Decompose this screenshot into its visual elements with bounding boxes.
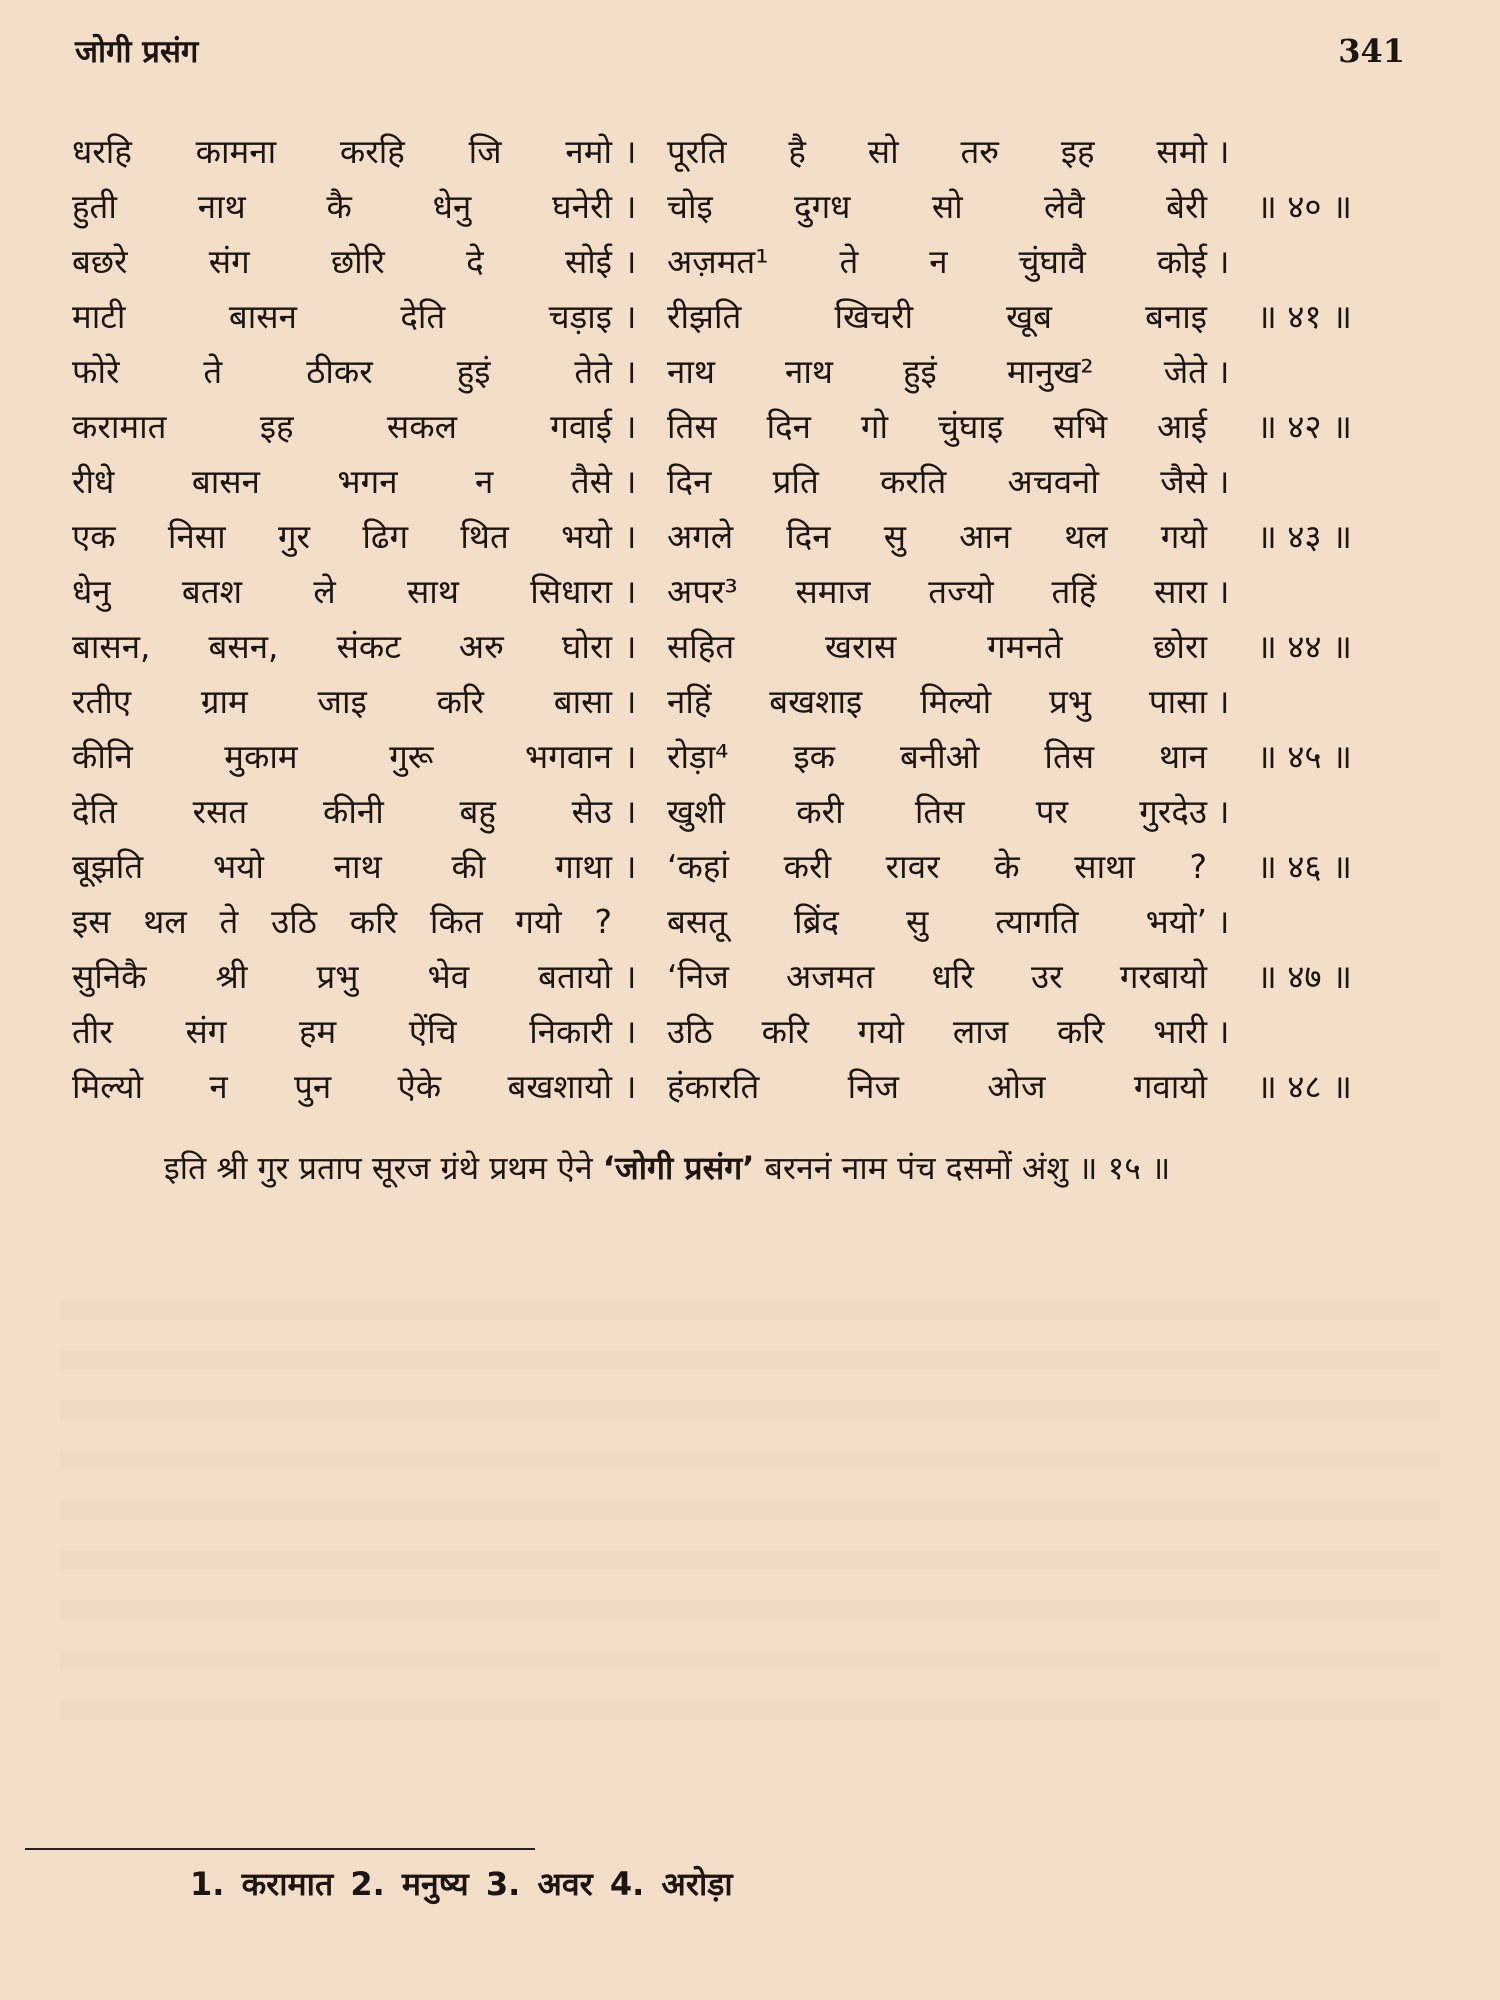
- verse-line: [72, 238, 1392, 293]
- footnote-rule: [25, 1848, 535, 1850]
- verse-half-a: बछरे संग छोरि दे सोई: [72, 242, 612, 281]
- danda-mark: ।: [1217, 352, 1230, 391]
- verse-line: [72, 623, 1392, 678]
- verse-half-b: रीझति खिचरी खूब बनाइ: [667, 297, 1207, 336]
- verse-number: ॥ ४५ ॥: [1257, 737, 1352, 776]
- danda-mark: ।: [1217, 572, 1230, 611]
- verse-half-b: रोड़ा⁴ इक बनीओ तिस थान: [667, 737, 1207, 776]
- verse-half-a: मिल्यो न पुन ऐके बखशायो: [72, 1067, 612, 1106]
- verse-half-b: अज़मत¹ ते न चुंघावै कोई: [667, 242, 1207, 281]
- danda-mark: ।: [624, 132, 637, 171]
- danda-mark: ।: [624, 737, 637, 776]
- verse-half-a: एक निसा गुर ढिग थित भयो: [72, 517, 612, 556]
- verse-half-b: खुशी करी तिस पर गुरदेउ: [667, 792, 1207, 831]
- verse-half-b: हंकारति निज ओज गवायो: [667, 1067, 1207, 1106]
- colophon-section-name: ‘जोगी प्रसंग’: [602, 1149, 755, 1187]
- danda-mark: ।: [1217, 462, 1230, 501]
- danda-mark: ।: [1217, 242, 1230, 281]
- verse-number: ॥ ४७ ॥: [1257, 957, 1352, 996]
- verse-half-b: बसतू ब्रिंद सु त्यागति भयो’: [667, 902, 1207, 941]
- verse-half-a: हुती नाथ कै धेनु घनेरी: [72, 187, 612, 226]
- verse-half-a: तीर संग हम ऐंचि निकारी: [72, 1012, 612, 1051]
- danda-mark: ।: [624, 682, 637, 721]
- danda-mark: ।: [624, 517, 637, 556]
- verse-line: [72, 513, 1392, 568]
- verse-half-b: अगले दिन सु आन थल गयो: [667, 517, 1207, 556]
- verse-half-a: कीनि मुकाम गुरू भगवान: [72, 737, 612, 776]
- verse-number: ॥ ४० ॥: [1257, 187, 1352, 226]
- verse-half-a: धरहि कामना करहि जि नमो: [72, 132, 612, 171]
- page-number: 341: [1338, 32, 1405, 70]
- danda-mark: ।: [624, 1067, 637, 1106]
- verse-half-a: धेनु बतश ले साथ सिधारा: [72, 572, 612, 611]
- verse-number: ॥ ४८ ॥: [1257, 1067, 1352, 1106]
- verse-line: [72, 1008, 1392, 1063]
- danda-mark: ।: [1217, 792, 1230, 831]
- verse-line: [72, 183, 1392, 238]
- verse-half-a: इस थल ते उठि करि कित गयो ?: [72, 902, 612, 941]
- verse-half-b: उठि करि गयो लाज करि भारी: [667, 1012, 1207, 1051]
- verse-line: [72, 733, 1392, 788]
- footnotes: 1. करामात 2. मनुष्य 3. अवर 4. अरोड़ा: [190, 1865, 733, 1903]
- danda-mark: ।: [624, 352, 637, 391]
- colophon-text-end: बरननं नाम पंच दसमों अंशु ॥ १५ ॥: [754, 1149, 1171, 1187]
- danda-mark: ।: [624, 957, 637, 996]
- verse-line: [72, 403, 1392, 458]
- chapter-colophon: [72, 1138, 1402, 1198]
- verse-half-a: सुनिकै श्री प्रभु भेव बतायो: [72, 957, 612, 996]
- verse-number: ॥ ४२ ॥: [1257, 407, 1352, 446]
- verse-half-a: रीधे बासन भगन न तैसे: [72, 462, 612, 501]
- verse-half-a: देति रसत कीनी बहु सेउ: [72, 792, 612, 831]
- verse-number: ॥ ४१ ॥: [1257, 297, 1352, 336]
- verse-half-b: नाथ नाथ हुइं मानुख² जेते: [667, 352, 1207, 391]
- verse-half-b: ‘निज अजमत धरि उर गरबायो: [667, 957, 1207, 996]
- verse-half-b: नहिं बखशाइ मिल्यो प्रभु पासा: [667, 682, 1207, 721]
- danda-mark: ।: [624, 462, 637, 501]
- danda-mark: ।: [1217, 1012, 1230, 1051]
- verse-line: [72, 843, 1392, 898]
- verse-line: [72, 898, 1392, 953]
- verse-line: [72, 788, 1392, 843]
- danda-mark: ।: [624, 1012, 637, 1051]
- verse-half-b: दिन प्रति करति अचवनो जैसे: [667, 462, 1207, 501]
- danda-mark: ।: [624, 297, 637, 336]
- verse-line: [72, 128, 1392, 183]
- verse-half-b: तिस दिन गो चुंघाइ सभि आई: [667, 407, 1207, 446]
- danda-mark: ।: [624, 792, 637, 831]
- verse-block: [72, 128, 1392, 1118]
- danda-mark: ।: [624, 407, 637, 446]
- verse-half-a: फोरे ते ठीकर हुइं तेते: [72, 352, 612, 391]
- verse-line: [72, 568, 1392, 623]
- verse-half-b: ‘कहां करी रावर के साथा ?: [667, 847, 1207, 886]
- danda-mark: ।: [624, 627, 637, 666]
- verse-line: [72, 953, 1392, 1008]
- danda-mark: ।: [1217, 132, 1230, 171]
- verse-half-b: चोइ दुगध सो लेवै बेरी: [667, 187, 1207, 226]
- verse-half-b: सहित खरास गमनते छोरा: [667, 627, 1207, 666]
- verse-half-a: बूझति भयो नाथ की गाथा: [72, 847, 612, 886]
- verse-line: [72, 678, 1392, 733]
- danda-mark: ।: [1217, 902, 1230, 941]
- colophon-text: इति श्री गुर प्रताप सूरज ग्रंथे प्रथम ऐने: [164, 1149, 603, 1187]
- running-header-title: जोगी प्रसंग: [75, 34, 199, 70]
- danda-mark: ।: [624, 187, 637, 226]
- verse-line: [72, 1063, 1392, 1118]
- danda-mark: ।: [624, 572, 637, 611]
- verse-number: ॥ ४४ ॥: [1257, 627, 1352, 666]
- danda-mark: ।: [624, 847, 637, 886]
- verse-half-a: माटी बासन देति चड़ाइ: [72, 297, 612, 336]
- danda-mark: ।: [624, 242, 637, 281]
- verse-half-a: बासन, बसन, संकट अरु घोरा: [72, 627, 612, 666]
- bleed-through-texture: [60, 1300, 1440, 1720]
- danda-mark: ।: [1217, 682, 1230, 721]
- verse-half-b: अपर³ समाज तज्यो तहिं सारा: [667, 572, 1207, 611]
- verse-half-a: करामात इह सकल गवाई: [72, 407, 612, 446]
- verse-half-b: पूरति है सो तरु इह समो: [667, 132, 1207, 171]
- verse-line: [72, 348, 1392, 403]
- verse-line: [72, 458, 1392, 513]
- verse-half-a: रतीए ग्राम जाइ करि बासा: [72, 682, 612, 721]
- verse-number: ॥ ४६ ॥: [1257, 847, 1352, 886]
- verse-number: ॥ ४३ ॥: [1257, 517, 1352, 556]
- verse-line: [72, 293, 1392, 348]
